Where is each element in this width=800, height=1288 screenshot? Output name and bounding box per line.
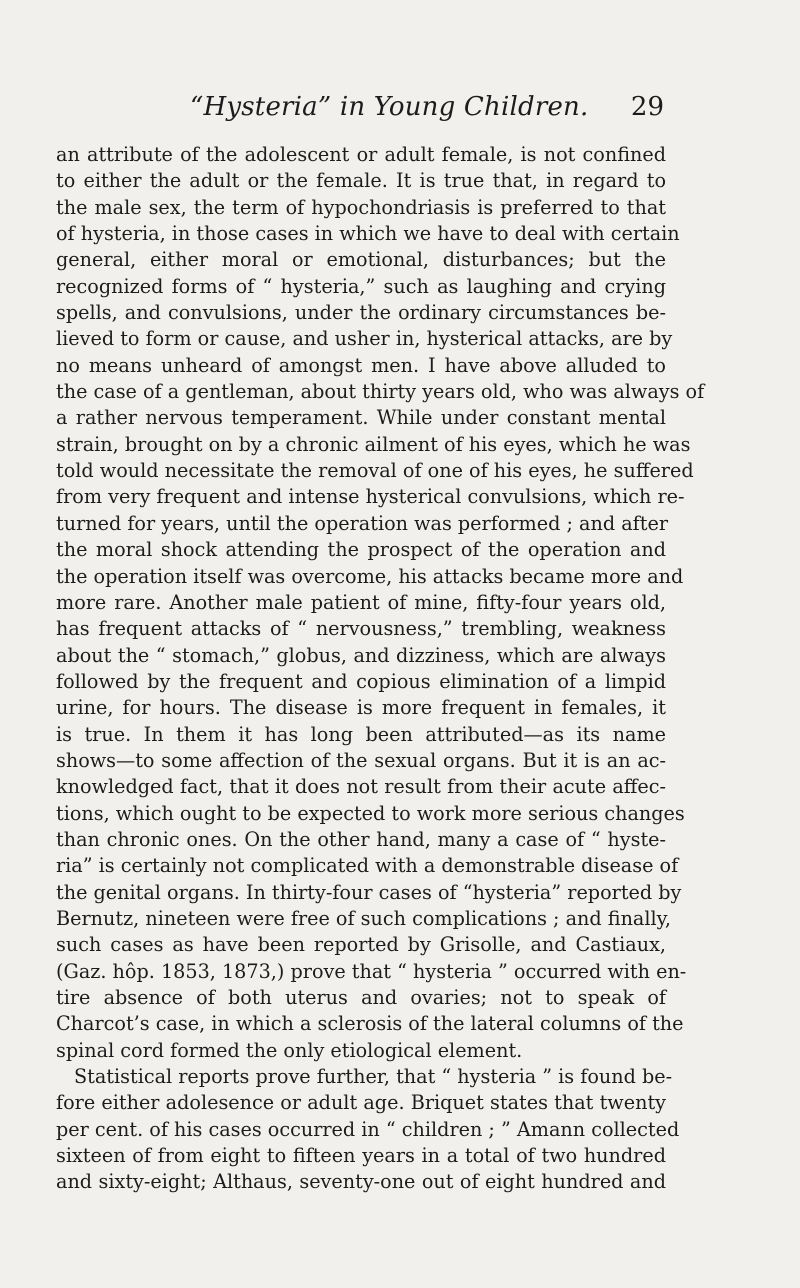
- text-line: sixteen of from eight to fifteen years in a total of two hundred: [56, 1144, 666, 1168]
- text-line: turned for years, until the operation was performed ; and after: [56, 511, 668, 535]
- text-line: per cent. of his cases occurred in “ children ; ” Amann collected: [56, 1117, 680, 1141]
- text-line: the operation itself was overcome, his attacks became more and: [56, 564, 684, 588]
- text-line: the male sex, the term of hypochondriasis is preferred to that: [56, 195, 666, 219]
- text-line: (Gaz. hôp. 1853, 1873,) prove that “ hysteria ” occurred with en-: [56, 959, 687, 983]
- text-line: strain, brought on by a chronic ailment of his eyes, which he was: [56, 432, 691, 456]
- text-line: no means unheard of amongst men. I have above alluded to: [56, 353, 666, 377]
- text-line: has frequent attacks of “ nervousness,” trembling, weakness: [56, 617, 666, 641]
- running-title: “Hysteria” in Young Children.: [190, 92, 589, 122]
- text-line: shows—to some affection of the sexual organs. But it is an ac-: [56, 748, 666, 772]
- text-line: an attribute of the adolescent or adult female, is not confined: [56, 143, 666, 166]
- text-line: ria” is certainly not complicated with a demonstrable disease of: [56, 854, 679, 878]
- body-text: [56, 142, 705, 1196]
- text-line: to either the adult or the female. It is true that, in regard to: [56, 169, 666, 193]
- text-line: and sixty-eight; Althaus, seventy-one out of eight hundred and: [56, 1170, 666, 1194]
- text-line: the case of a gentleman, about thirty years old, who was always of: [56, 380, 705, 404]
- text-line: spells, and convulsions, under the ordinary circumstances be-: [56, 301, 666, 325]
- text-line: Bernutz, nineteen were free of such complications ; and finally,: [56, 906, 672, 930]
- text-line: told would necessitate the removal of one of his eyes, he suffered: [56, 459, 694, 483]
- text-line: a rather nervous temperament. While under constant mental: [56, 406, 666, 430]
- text-line: tire absence of both uterus and ovaries; not to speak of: [56, 986, 666, 1009]
- text-line: recognized forms of “ hysteria,” such as laughing and crying: [56, 274, 666, 298]
- text-line: urine, for hours. The disease is more frequent in females, it: [56, 696, 666, 720]
- text-line: such cases as have been reported by Grisolle, and Castiaux,: [56, 933, 666, 957]
- text-line: tions, which ought to be expected to work more serious changes: [56, 801, 685, 825]
- text-line: the genital organs. In thirty-four cases of “hysteria” reported by: [56, 880, 682, 904]
- text-line: lieved to form or cause, and usher in, hysterical attacks, are by: [56, 327, 673, 351]
- text-line: about the “ stomach,” globus, and dizziness, which are always: [56, 643, 666, 667]
- text-line: knowledged fact, that it does not result from their acute affec-: [56, 775, 666, 799]
- text-line: general, either moral or emotional, disturbances; but the: [56, 248, 666, 272]
- text-line: spinal cord formed the only etiological element.: [56, 1038, 523, 1062]
- text-line: Charcot’s case, in which a sclerosis of the lateral columns of the: [56, 1012, 684, 1036]
- text-line: of hysteria, in those cases in which we have to deal with certain: [56, 222, 680, 246]
- text-line: from very frequent and intense hysterical convulsions, which re-: [56, 485, 685, 509]
- page-number: 29: [630, 92, 664, 122]
- text-line: followed by the frequent and copious elimination of a limpid: [56, 669, 666, 693]
- text-line: Statistical reports prove further, that “ hysteria ” is found be-: [74, 1065, 673, 1089]
- text-line: the moral shock attending the prospect of the operation and: [56, 538, 666, 562]
- text-line: fore either adolesence or adult age. Briquet states that twenty: [56, 1091, 666, 1115]
- text-line: is true. In them it has long been attributed—as its name: [56, 722, 666, 746]
- text-line: than chronic ones. On the other hand, many a case of “ hyste-: [56, 827, 666, 851]
- text-line: more rare. Another male patient of mine, fifty-four years old,: [56, 590, 666, 614]
